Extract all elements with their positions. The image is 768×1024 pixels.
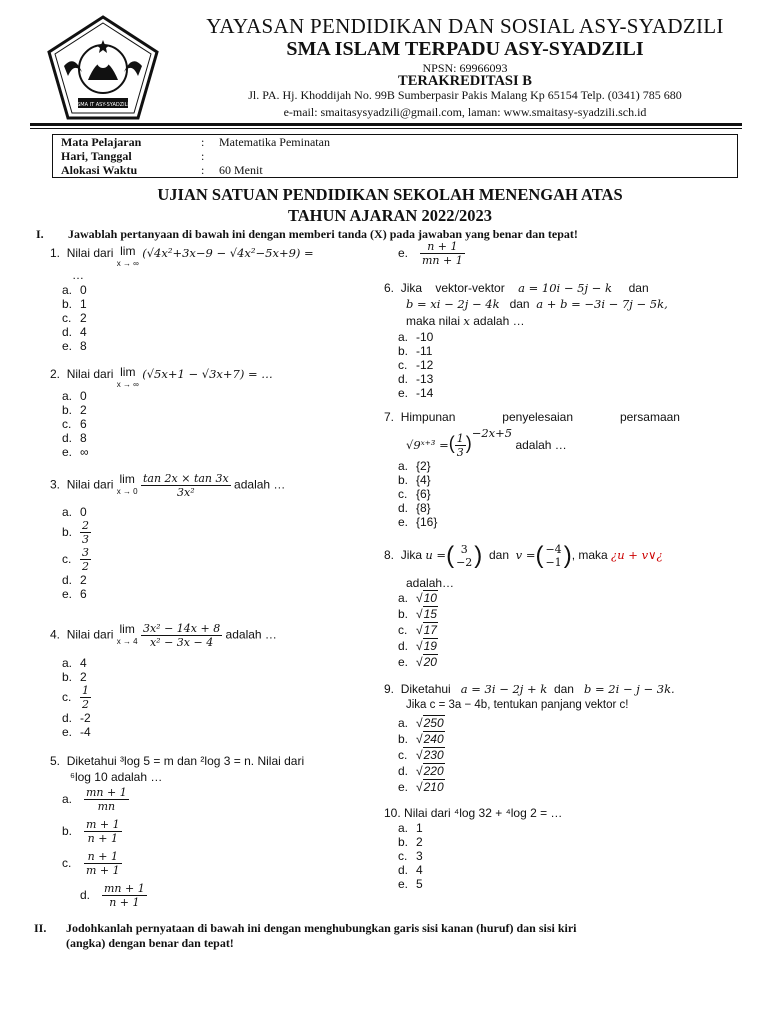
address: Jl. PA. Hj. Khoddijah No. 99B Sumberpasir Pakis Malang Kp 65154 Telp. (0341) 785 680 — [248, 88, 682, 102]
question-8-options — [398, 591, 438, 671]
option-e: e. -14 — [398, 386, 434, 400]
option-d: d. √220 — [398, 764, 444, 778]
option-d: d. √19 — [398, 639, 437, 653]
question-6-options — [398, 330, 433, 400]
option-b: b. $\frac{2}{3}$ — [62, 519, 89, 546]
section-2-number: II. — [34, 921, 47, 935]
option-e: e. √210 — [398, 780, 444, 794]
contact: e-mail: smaitasysyadzili@gmail.com, laman: www.smaitasy-syadzili.sch.id — [283, 105, 647, 119]
option-d: d. {8} — [398, 501, 431, 515]
option-b: b. 1 — [62, 297, 87, 311]
school-logo — [44, 14, 162, 122]
question-7-options — [398, 459, 437, 529]
question-8-cont: adalah… — [406, 576, 455, 590]
option-a: a. -10 — [398, 330, 434, 344]
option-c: c. 2 — [62, 311, 87, 325]
option-b: b. √15 — [398, 607, 437, 621]
option-b: b. -11 — [398, 344, 433, 358]
question-3: 3. Nilai dari lim x → 0 $\frac{\tan 2x \times \tan 3x}{\text{3x²}}$ adalah … — [50, 472, 286, 499]
school-name: SMA ISLAM TERPADU ASY-SYADZILI — [286, 38, 644, 60]
option-c: c. 3 — [398, 849, 423, 863]
question-4: 4. Nilai dari lim x → 4 $\frac{\text{3x² − 14x + 8}}{\text{x² − 3x − 4}}$ adalah … — [50, 622, 277, 649]
question-9: 9. Diketahui a = 3i − 2j + k dan b = 2i − j − 3k. — [384, 682, 675, 696]
option-e: e. -4 — [62, 725, 91, 739]
option-c: c. 6 — [62, 417, 87, 431]
header-rule — [30, 123, 742, 126]
option-b: b. 2 — [62, 670, 87, 684]
question-7: 7. Himpunan penyelesaian persamaan — [384, 410, 680, 424]
question-9-options — [398, 716, 445, 796]
option-a: a. 0 — [62, 283, 87, 297]
question-5-option-e: e. $\frac{n + 1}{mn + 1}$ — [398, 240, 463, 267]
question-9-line2: Jika c = 3a − 4b, tentukan panjang vektor c! — [406, 699, 629, 711]
option-a: a. {2} — [398, 459, 431, 473]
option-a: a. 1 — [398, 821, 423, 835]
option-d: d. 4 — [398, 863, 423, 877]
question-1: 1. Nilai dari lim x → ∞ (√4x²+3x−9 − √4x²−5x+9) = — [50, 244, 314, 268]
accreditation: TERAKREDITASI B — [398, 73, 532, 89]
option-a: a. 0 — [62, 389, 87, 403]
question-2-options — [62, 389, 89, 459]
info-row-date: Hari, Tanggal : — [61, 149, 205, 163]
foundation-name: YAYASAN PENDIDIKAN DAN SOSIAL ASY-SYADZILI — [206, 14, 724, 38]
option-d: d. -2 — [62, 711, 91, 725]
option-d: d. 8 — [62, 431, 87, 445]
option-a: a. √250 — [398, 716, 444, 730]
option-b: b. √240 — [398, 732, 444, 746]
option-e: e. √20 — [398, 655, 437, 669]
question-3-options — [62, 505, 91, 601]
info-row-subject: Mata Pelajaran : Matematika Peminatan — [61, 135, 330, 149]
section-2-instruction-cont: (angka) dengan benar dan tepat! — [66, 936, 234, 950]
question-5-cont: ⁶log 10 adalah … — [70, 770, 163, 784]
option-c: c. {6} — [398, 487, 431, 501]
option-c: c. -12 — [398, 358, 434, 372]
option-e: e. {16} — [398, 515, 438, 529]
section-1-instruction: Jawablah pertanyaan di bawah ini dengan memberi tanda (X) pada jawaban yang benar dan tepat! — [68, 227, 578, 241]
question-2: 2. Nilai dari lim x → ∞ (√5x+1 − √3x+7) = … — [50, 365, 273, 389]
question-10-options — [398, 821, 423, 891]
option-a: a. $\frac{mn + 1}{mn}$ — [62, 786, 127, 813]
option-a: a. 0 — [62, 505, 87, 519]
option-d: d. -13 — [398, 372, 434, 386]
info-row-time: Alokasi Waktu : 60 Menit — [61, 163, 263, 177]
section-1-number: I. — [36, 227, 44, 241]
question-8: 8. Jika u =( 3 −2 ) dan v =( −4 −1 ), maka ¿u + v∨¿ — [384, 542, 663, 569]
question-6: 6. Jika vektor-vektor a = 10i − 5j − k dan — [384, 281, 649, 295]
question-5-options — [62, 786, 147, 914]
option-b: b. $\frac{m + 1}{n + 1}$ — [62, 818, 120, 845]
question-4-options — [62, 656, 91, 739]
option-a: a. 4 — [62, 656, 87, 670]
exam-info-box — [52, 134, 738, 178]
npsn: NPSN: 69966093 — [422, 61, 508, 75]
option-b: b. 2 — [62, 403, 87, 417]
exam-year: TAHUN AJARAN 2022/2023 — [287, 206, 493, 225]
option-b: b. 2 — [398, 835, 423, 849]
question-5: 5. Diketahui ³log 5 = m dan ²log 3 = n. Nilai dari — [50, 754, 305, 768]
option-c: c. $\frac{3}{2}$ — [62, 546, 89, 573]
option-e: e. 8 — [62, 339, 87, 353]
exam-title: UJIAN SATUAN PENDIDIKAN SEKOLAH MENENGAH ATAS — [157, 185, 623, 204]
option-d: d. 2 — [62, 573, 87, 587]
section-2-instruction: Jodohkanlah pernyataan di bawah ini dengan menghubungkan garis sisi kanan (huruf) dan sisi kiri — [66, 921, 577, 935]
option-e: e. 6 — [62, 587, 87, 601]
option-b: b. {4} — [398, 473, 431, 487]
option-d: d. 4 — [62, 325, 87, 339]
option-c: c. $\frac{n + 1}{m + 1}$ — [62, 850, 120, 877]
option-e: e. ∞ — [62, 445, 89, 459]
option-c: c. √230 — [398, 748, 444, 762]
question-10: 10. Nilai dari ⁴log 32 + ⁴log 2 = … — [384, 806, 563, 820]
option-c: c. $\frac{1}{2}$ — [62, 684, 89, 711]
question-1-cont: … — [72, 268, 84, 282]
question-6-line3: maka nilai x adalah … — [406, 314, 525, 328]
option-a: a. √10 — [398, 591, 437, 605]
svg-text:SMA IT ASY-SYADZILI: SMA IT ASY-SYADZILI — [77, 102, 129, 108]
option-d: d. $\frac{mn + 1}{n + 1}$ — [80, 882, 145, 909]
question-7-equation: √9ˣ⁺³ =( $\frac{1}{3}$ )$^{-2x+5}$ adalah … — [406, 426, 567, 460]
header-rule-thin — [30, 128, 742, 129]
question-6-line2: b = xi − 2j − 4k dan a + b = −3i − 7j − 5k, — [406, 297, 668, 311]
option-e: e. 5 — [398, 877, 423, 891]
question-1-options — [62, 283, 87, 353]
option-c: c. √17 — [398, 623, 437, 637]
